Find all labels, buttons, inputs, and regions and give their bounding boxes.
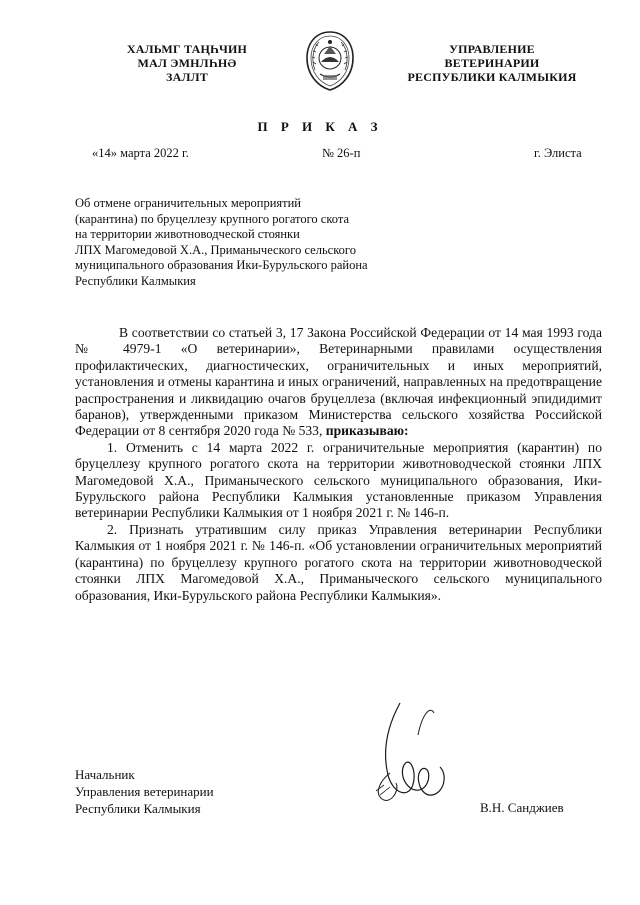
order-date: «14» марта 2022 г. (92, 146, 189, 160)
subject-line: ЛПХ Магомедовой Х.А., Приманыческого сельского (75, 242, 356, 257)
signatory-position-line: Республики Калмыкия (75, 801, 201, 816)
header-left-line-3: ЗАЛЛТ (166, 70, 208, 84)
preamble-bold: приказываю: (325, 423, 409, 439)
signatory-position-line: Начальник (75, 767, 135, 782)
subject-line: Республики Калмыкия (75, 273, 196, 288)
order-item-2: 2. Признать утратившим силу приказ Управления ветеринарии Республики Калмыкия от 1 ноября 2021 г. № 146-п. «Об установлении ограничительных мероприятий (карантина) по бруцеллезу крупного рогатого скота на территории животноводческой стоянки ЛПХ Магомедовой Х.А., Приманыческого сельского муниципального образования, Ики-Бурульского района Республики Калмыкия». (75, 521, 602, 603)
subject-line: на территории животноводческой стоянки (75, 227, 300, 241)
coat-of-arms-emblem-icon (303, 30, 357, 92)
signatory-name: В.Н. Санджиев (480, 800, 564, 815)
header-right-line-2: ВЕТЕРИНАРИИ (444, 56, 540, 70)
handwritten-signature (360, 695, 460, 815)
subject-line: муниципального образования Ики-Бурульского района (75, 258, 368, 272)
header-left-line-1: ХАЛЬМГ ТАҢҺЧИН (126, 42, 248, 56)
subject-line: (карантина) по бруцеллезу крупного рогатого скота (75, 211, 350, 226)
order-item-1: 1. Отменить с 14 марта 2022 г. ограничительные мероприятия (карантин) по бруцеллезу крупного рогатого скота на территории животноводческой стоянки ЛПХ Магомедовой Х.А., Приманыческого сельского муниципального образования, Ики-Бурульского района Республики Калмыкия установленные приказом Управления ветеринарии Республики Калмыкия от 1 ноября 2021 г. № 146-п. (75, 439, 602, 521)
order-subject (75, 196, 368, 289)
order-number: № 26-п (322, 146, 361, 160)
document-title: П Р И К А З (257, 119, 383, 134)
order-city: г. Элиста (534, 146, 582, 160)
signatory-position (75, 766, 214, 817)
header-right-line-3: РЕСПУБЛИКИ КАЛМЫКИЯ (407, 70, 577, 84)
signatory-position-line: Управления ветеринарии (75, 784, 214, 799)
preamble-text: В соответствии со статьей 3, 17 Закона Российской Федерации от 14 мая 1993 года № 4979-1 «О ветеринарии», Ветеринарными правилами осуществления профилактических, диагностических, ограничительных и иных мероприятий, установления и отмены карантина и иных ограничений, направленных на предотвращение распространения и ликвидацию очагов бруцеллеза (включая инфекционный эпидидимит баранов), утвержденными приказом Министерства сельского хозяйства Российской Федерации от 8 сентября 2020 года № 533, (75, 325, 602, 439)
header-left-kalmyk (102, 42, 272, 84)
header-left-line-2: МАЛ ЭМНЛҺНӘ (137, 56, 237, 70)
preamble-paragraph (75, 325, 602, 440)
header-right-line-1: УПРАВЛЕНИЕ (449, 42, 535, 56)
subject-line: Об отмене ограничительных мероприятий (75, 196, 302, 210)
order-body (75, 325, 602, 604)
header-right-russian (392, 42, 592, 84)
